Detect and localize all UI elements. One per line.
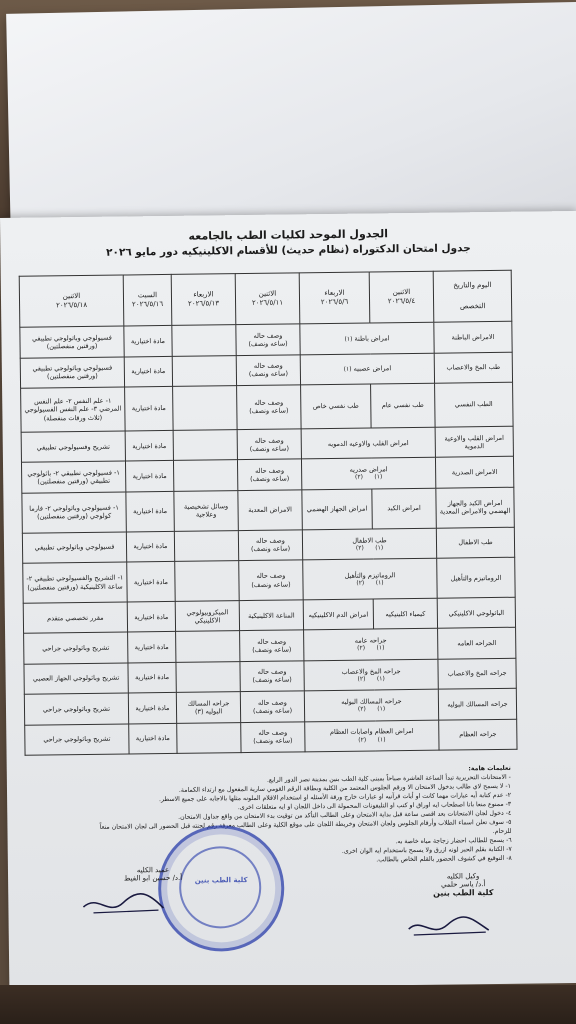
exam-cell: فسيولوجي وباثولوجي تطبيقي [22, 532, 126, 564]
stamp-text: كلية الطب بنين [194, 876, 248, 885]
exam-cell: جراحه المخ والاعصاب (١) (٢) [304, 659, 438, 691]
exam-cell: مادة اختيارية [125, 461, 173, 492]
exam-cell: وصف حاله (ساعه ونصف) [237, 459, 301, 490]
exam-cell [176, 631, 240, 662]
exam-cell: وصف حاله (ساعه ونصف) [240, 630, 304, 661]
exam-cell: امراض الجهاز الهضمي [302, 489, 372, 530]
exam-cell: تشريح وباثولوجي جراحي [25, 723, 129, 755]
specialty-cell: الجراحه العامه [438, 628, 516, 659]
exam-cell: وصف حاله (ساعه ونصف) [237, 385, 302, 430]
exam-cell: مادة اختيارية [128, 632, 176, 663]
exam-schedule-document [0, 211, 576, 990]
faculty-name: كلية الطب بنين [433, 888, 494, 898]
instruction-line: ٦- يسمح للطالب احضار زجاجة مياه خاصة به. [395, 836, 512, 846]
exam-cell: مادة اختيارية [125, 386, 174, 431]
table-row [22, 487, 514, 533]
background-floor-bottom [0, 985, 576, 1024]
exam-cell: الروماتيزم والتأهيل (١) (٢) [303, 558, 437, 600]
instructions-title: تعليمات هامة: [468, 764, 511, 773]
table-row [23, 557, 515, 603]
exam-cell: امراض باطنة (١) [300, 322, 434, 354]
specialty-cell: الطب النفسي [435, 382, 514, 427]
exam-schedule-table [19, 270, 518, 756]
vice-dean-name: أ.د/ ياسر حلمي [440, 880, 486, 889]
exam-cell: وصف حاله (ساعه ونصف) [240, 691, 304, 722]
instruction-line: ٤- دخول لجان الامتحانات بعد اقصى ساعة قبل بداية الامتحان وعلى الطالب التأكد من توقيت بدء الامتحان من واقع جداول الامتحان. [178, 809, 512, 821]
exam-cell: وصف حاله (ساعه ونصف) [238, 530, 302, 561]
exam-cell: وصف حاله (ساعه ونصف) [236, 354, 300, 385]
exam-cell [175, 561, 239, 602]
exam-cell: وصف حاله (ساعه ونصف) [236, 324, 300, 355]
specialty-cell: امراض القلب والاوعية الدموية [435, 426, 513, 457]
exam-cell [173, 430, 237, 461]
exam-cell [172, 325, 236, 356]
document-subtitle: جدول امتحان الدكتوراه (نظام حديث) للأقسام الاكلينيكيه دور مايو ٢٠٢٦ [106, 242, 471, 259]
instructions-block [81, 765, 512, 869]
dean-name: أ.د/ حسين ابو الفيط [123, 873, 183, 883]
dean-signature-block [98, 866, 208, 883]
exam-cell: طب الاطفال (١) (٢) [302, 528, 436, 560]
exam-cell: امراض الدم الاكلينيكيه [303, 599, 373, 630]
instruction-line: ٧- الكتابة بقلم الحبر لونه ازرق ولا يسمح باستخدام ايه الوان اخرى. [341, 845, 512, 855]
exam-cell: مادة اختيارية [127, 601, 175, 632]
stamp-inner-ring [179, 846, 262, 929]
specialty-cell: جراحه المسالك البوليه [438, 688, 516, 719]
exam-cell: ١- فسيولوجي تطبيقي ٢- باثولوجي تطبيقي (ورقتين منفصلتين) [21, 461, 125, 493]
exam-cell [174, 530, 238, 561]
exam-cell: مادة اختيارية [128, 662, 176, 693]
specialty-cell: الامراض الباطنة [434, 322, 512, 353]
exam-cell: طب نفسي خاص [301, 384, 372, 429]
day-header-5: السبت ٢٠٢٦/٥/١٦ [123, 274, 172, 326]
exam-cell [173, 460, 237, 491]
specialty-cell: الامراض الصدرية [435, 457, 513, 488]
exam-cell: وصف حاله (ساعه ونصف) [240, 661, 304, 692]
vice-dean-title: وكيل الكليه [446, 872, 480, 881]
exam-cell: مادة اختيارية [128, 693, 176, 724]
exam-cell: امراض العظام واصابات العظام (١) (٢) [305, 720, 439, 752]
exam-cell: وصف حاله (ساعه ونصف) [237, 429, 301, 460]
exam-cell: فسيولوجي وباثولوجي تطبيقي (ورقتين منفصلتين) [20, 357, 124, 389]
exam-cell: مادة اختيارية [126, 491, 174, 532]
exam-cell: جراحه عامه (١) (٢) [304, 629, 438, 661]
exam-cell: مادة اختيارية [126, 531, 174, 562]
day-header-6: الاثنين ٢٠٢٦/٥/١٨ [19, 275, 124, 328]
specialty-cell: الباثولوجي الاكلينيكي [437, 597, 515, 628]
specialty-cell: امراض الكبد والجهاز الهضمي والامراض المعدية [436, 487, 514, 528]
exam-cell: امراض الكبد [372, 488, 436, 529]
instruction-line: ٨- التوقيع في كشوف الحضور بالقلم الخاص بالطالب. [376, 854, 512, 864]
exam-cell: وسائل تشخيصية وعلاجية [174, 490, 238, 531]
dean-signature-icon [78, 888, 168, 919]
instruction-line: ١- لا يسمح لاي طالب بدخول الامتحان الا ورقم الجلوس المعتمد من الكلية وبطاقة الرقم القومي سارية المفعول مع ارتداء الكمامة. [178, 782, 512, 794]
official-stamp [157, 825, 285, 953]
exam-cell [173, 386, 238, 431]
exam-cell: تشريح وفسيولوجي تطبيقي [21, 431, 125, 463]
corner-label: اليوم والتاريخ [453, 281, 492, 290]
exam-cell: الميكروبيولوجي الاكلينيكي [175, 601, 239, 632]
exam-cell: امراض عصبيه (١) [300, 353, 434, 385]
table-row [25, 719, 517, 756]
document-header [0, 225, 576, 260]
exam-cell: تشريح وباثولوجي الجهاز العصبي [24, 663, 128, 695]
exam-cell: مقرر تخصصي متقدم [23, 602, 127, 634]
dean-title: عميد الكليه [136, 865, 170, 875]
exam-cell: مادة اختيارية [129, 723, 177, 754]
exam-cell: تشريح وباثولوجي جراحي [24, 632, 128, 664]
specialty-label: التخصص [459, 302, 486, 311]
instruction-line: - الامتحانات التحريرية تبدأ الساعة العاشرة صباحاً بمبنى كلية الطب بنين بمدينة نصر الدور الرابع. [266, 773, 511, 784]
exam-cell: وصف حاله (ساعه ونصف) [239, 560, 303, 601]
exam-cell: وصف حاله (ساعه ونصف) [241, 721, 305, 752]
specialty-cell: جراحه العظام [439, 719, 517, 750]
specialty-cell: جراحه المخ والاعصاب [438, 658, 516, 689]
day-header-3: الاثنين ٢٠٢٦/٥/١١ [235, 273, 300, 325]
specialty-cell: طب المخ والاعصاب [434, 352, 512, 383]
exam-cell: الامراض المعدية [238, 490, 302, 531]
exam-cell: امراض صدريه (١) (٢) [301, 458, 435, 490]
exam-cell: ١- فسيولوجي وباثولوجي ٢- فارما كولوجي (ورقتين منفصلتين) [22, 492, 126, 533]
instruction-line: ٣- ممنوع منعا باتا اصطحاب ايه اوراق او كتب او التليفونات المحمولة الى داخل اللجان او ايه متعلقات اخرى. [237, 800, 512, 812]
table-row [21, 382, 514, 432]
exam-cell [176, 661, 240, 692]
exam-cell: مادة اختيارية [125, 430, 173, 461]
exam-cell: ١- علم النفس ٢- علم النفس المرضي ٣- علم النفس الفسيولوجي (ثلاث ورقات منفصلة) [21, 387, 126, 432]
corner-cell [433, 270, 512, 322]
exam-cell: مادة اختيارية [124, 326, 172, 357]
specialty-cell: الروماتيزم والتأهيل [437, 557, 515, 598]
exam-cell: مادة اختيارية [124, 356, 172, 387]
exam-cell: طب نفسي عام [371, 383, 436, 428]
vice-dean-signature-icon [404, 912, 494, 943]
day-header-4: الاربعاء ٢٠٢٦/٥/١٣ [171, 274, 236, 326]
exam-cell: جراحه المسالك البوليه (٣) [176, 692, 240, 723]
exam-cell [172, 355, 236, 386]
exam-cell: مادة اختيارية [127, 561, 175, 602]
vice-dean-signature-block [408, 872, 518, 898]
exam-cell [177, 722, 241, 753]
exam-cell: المناعة الاكلينيكية [239, 600, 303, 631]
table-header-row [19, 270, 512, 327]
exam-cell: ١- التشريح والفسيولوجي تطبيقي ٢- ساعة الاكلينيكية (ورقتين منفصلتين) [23, 562, 127, 603]
exam-cell: جراحه المسالك البوليه (١) (٢) [304, 689, 438, 721]
specialty-cell: طب الاطفال [436, 527, 514, 558]
exam-cell: تشريح وباثولوجي جراحي [24, 693, 128, 725]
day-header-2: الاربعاء ٢٠٢٦/٥/٦ [299, 272, 370, 324]
exam-cell: كيمياء اكلينيكيه [373, 598, 437, 629]
instruction-line: ٥- سوف تعلن اسماء الطلاب وأرقام الجلوس ولجان الامتحان وخريطة اللجان على موقع الكلية وعلى الطالب معرفة رقم لجنته قبل الحضور الى لجان الامتحان منعاً للزحام. [99, 818, 512, 835]
day-header-1: الاثنين ٢٠٢٦/٥/٤ [369, 271, 434, 323]
instruction-line: ٢- عدم كتابة أيه عبارات مهما كانت او أيات قرآنيه او عبارات خارج ورقة الأسئله او استخدام الاقلام الملونه مثلها بالاجابه على جميع الاسطر. [158, 791, 512, 804]
exam-cell: فسيولوجي وباثولوجي تطبيقي (ورقتين منفصلتين) [20, 326, 124, 358]
document-title: الجدول الموحد لكليات الطب بالجامعه [188, 227, 389, 243]
exam-cell: امراض القلب والاوعيه الدمويه [301, 427, 435, 459]
